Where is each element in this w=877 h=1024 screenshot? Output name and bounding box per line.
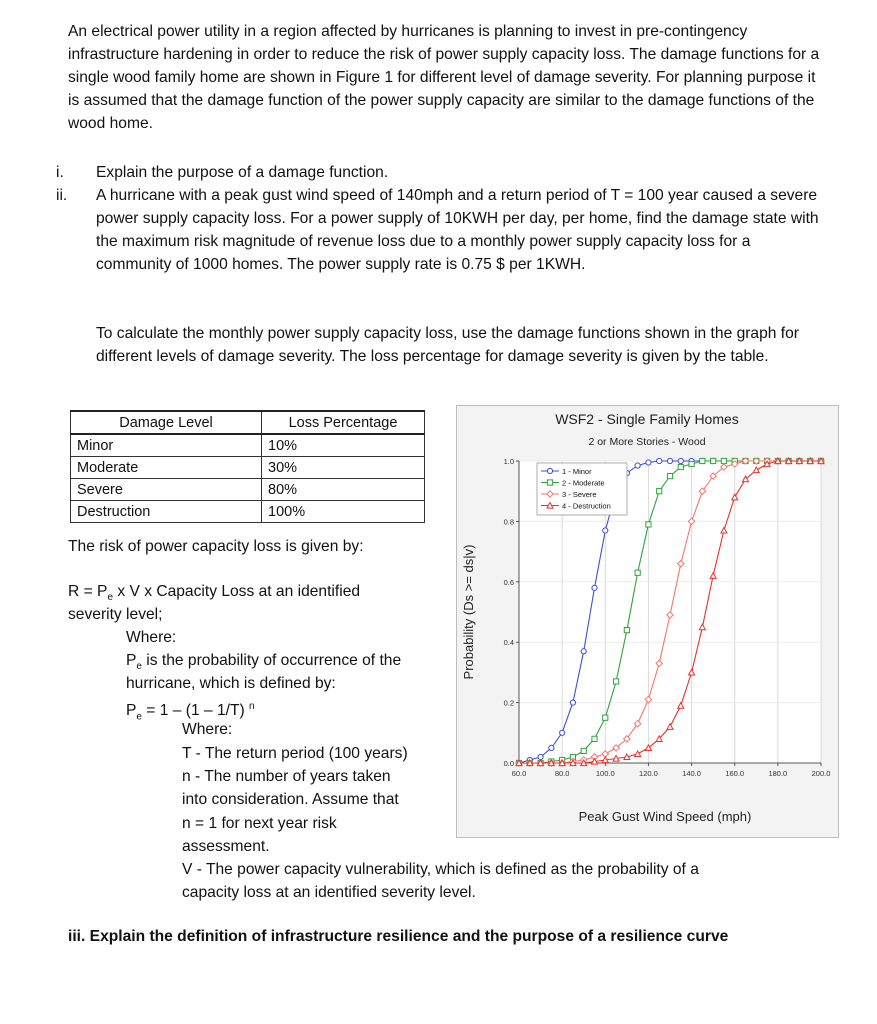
table-cell: Destruction: [71, 501, 262, 523]
table-cell: 10%: [262, 434, 425, 457]
loss-percentage-table: [70, 410, 425, 523]
question-number: i.: [56, 164, 64, 181]
intro-paragraph: An electrical power utility in a region affected by hurricanes is planning to invest in pre-contingency infrastructure hardening in order to reduce the risk of power supply capacity loss. The damage functions for a single wood family home are shown in Figure 1 for different level of damage severity. For planning purpose it is assumed that the damage function of the power supply capacity are similar to the damage functions of the wood home.: [68, 23, 820, 132]
table-header-damage-level: Damage Level: [71, 411, 262, 434]
chart-subtitle: 2 or More Stories - Wood: [588, 436, 706, 448]
data-point: [581, 748, 586, 753]
n-definition-line1: n - The number of years taken: [182, 768, 391, 785]
x-tick-label: 160.0: [725, 769, 745, 778]
y-tick-label: 0.8: [503, 517, 514, 527]
table-header-row: [71, 411, 425, 434]
table-cell: Severe: [71, 479, 262, 501]
legend-label: 4 - Destruction: [562, 501, 611, 511]
y-axis-label: Probability (Ds >= ds|v): [461, 544, 476, 680]
data-point: [667, 458, 672, 463]
pe-eq-text: P: [126, 702, 137, 720]
data-point: [657, 489, 662, 494]
data-point: [646, 460, 651, 465]
formula-subscript: e: [107, 592, 113, 604]
damage-function-chart: [456, 405, 839, 838]
table-cell: Minor: [71, 434, 262, 457]
table-cell: 100%: [262, 501, 425, 523]
data-point: [592, 736, 597, 741]
data-point: [678, 458, 683, 463]
table-row: [71, 501, 425, 523]
pe-subscript: e: [136, 661, 142, 673]
instructions-paragraph: To calculate the monthly power supply capacity loss, use the damage functions shown in the graph for different levels of damage severity. The loss percentage for damage severity is given by the table.: [96, 325, 799, 365]
table-cell: Moderate: [71, 457, 262, 479]
pe-definition-line2: hurricane, which is defined by:: [126, 675, 336, 692]
n-definition-line3: n = 1 for next year risk: [182, 815, 337, 832]
data-point: [613, 679, 618, 684]
x-tick-label: 200.0: [811, 769, 831, 778]
legend-label: 2 - Moderate: [562, 478, 605, 488]
question-iii: iii. Explain the definition of infrastructure resilience and the purpose of a resilience curve: [68, 928, 729, 945]
n-definition-line2: into consideration. Assume that: [182, 791, 399, 808]
table-row: [71, 434, 425, 457]
question-number: ii.: [56, 187, 68, 204]
legend-label: 1 - Minor: [562, 467, 592, 476]
data-point: [624, 628, 629, 633]
data-point: [538, 754, 543, 759]
x-tick-label: 120.0: [639, 769, 658, 778]
legend-swatch-marker: [547, 468, 552, 473]
x-tick-label: 60.0: [511, 769, 527, 778]
chart-title: WSF2 - Single Family Homes: [555, 411, 739, 427]
pe-eq-text: = 1 – (1 – 1/T): [141, 702, 250, 720]
data-point: [657, 458, 662, 463]
data-point: [603, 715, 608, 720]
pe-eq-subscript: e: [136, 711, 142, 723]
where-label: Where:: [126, 629, 177, 646]
x-axis-label: Peak Gust Wind Speed (mph): [578, 809, 752, 824]
y-tick-label: 0.4: [503, 638, 514, 648]
data-point: [721, 458, 726, 463]
data-point: [646, 522, 651, 527]
data-point: [689, 461, 694, 466]
data-point: [603, 528, 608, 533]
v-definition-line2: capacity loss at an identified severity level.: [182, 884, 476, 901]
question-text: A hurricane with a peak gust wind speed of 140mph and a return period of T = 100 year caused a severe power supply capacity loss. For a power supply of 10KWH per day, per home, find the damage state with the maximum risk magnitude of revenue loss due to a monthly power supply capacity loss for a community of 1000 homes. The power supply rate is 0.75 $ per 1KWH.: [96, 187, 819, 273]
table-header-loss-percentage: Loss Percentage: [262, 411, 425, 434]
data-point: [592, 585, 597, 590]
table-row: [71, 457, 425, 479]
pe-eq-superscript: n: [249, 701, 255, 712]
table-row: [71, 479, 425, 501]
data-point: [581, 649, 586, 654]
y-tick-label: 1.0: [503, 457, 514, 466]
data-point: [635, 463, 640, 468]
risk-formula-line2: severity level;: [68, 606, 163, 623]
data-point: [570, 700, 575, 705]
data-point: [700, 458, 705, 463]
y-tick-label: 0.2: [503, 698, 514, 708]
risk-intro: The risk of power capacity loss is given by:: [68, 538, 364, 555]
legend-label: 3 - Severe: [562, 490, 597, 499]
pe-text: P: [126, 652, 137, 669]
y-tick-label: 0.0: [503, 759, 514, 768]
x-tick-label: 80.0: [554, 769, 570, 778]
table-cell: 30%: [262, 457, 425, 479]
formula-text: R = P: [68, 583, 108, 600]
v-definition-line1: V - The power capacity vulnerability, which is defined as the probability of a: [182, 861, 699, 878]
data-point: [711, 458, 716, 463]
y-tick-label: 0.6: [503, 577, 514, 587]
data-point: [635, 570, 640, 575]
chart-svg: [457, 406, 838, 837]
formula-text: x V x Capacity Loss at an identified: [113, 583, 361, 600]
pe-text: is the probability of occurrence of the: [141, 652, 402, 669]
x-tick-label: 140.0: [682, 769, 701, 778]
x-tick-label: 180.0: [768, 769, 788, 778]
x-tick-label: 100.0: [595, 769, 615, 778]
question-text: Explain the purpose of a damage function.: [96, 164, 389, 181]
t-definition: T - The return period (100 years): [182, 745, 408, 762]
n-definition-line4: assessment.: [182, 838, 270, 855]
table-cell: 80%: [262, 479, 425, 501]
data-point: [560, 730, 565, 735]
legend-swatch-marker: [547, 480, 552, 485]
data-point: [667, 474, 672, 479]
where-label-2: Where:: [182, 721, 233, 738]
data-point: [678, 464, 683, 469]
data-point: [549, 745, 554, 750]
